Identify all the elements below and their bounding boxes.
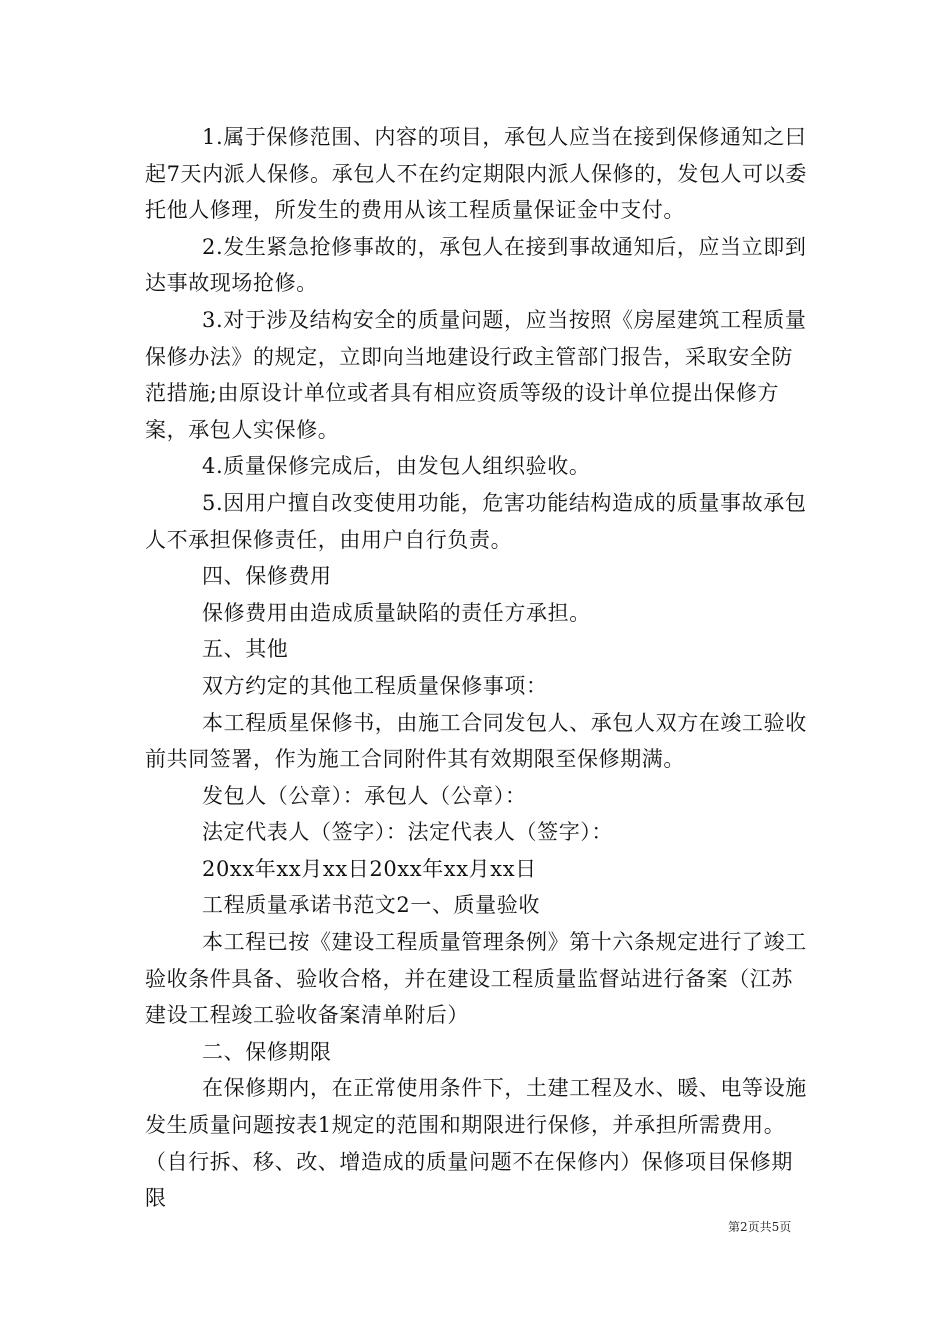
paragraph-item-3: 3.对于涉及结构安全的质量问题，应当按照《房屋建筑工程质量保修办法》的规定，立即向当地建设行政主管部门报告，采取安全防范措施;由原设计单位或者具有相应资质等级的设计单位提出保修方案，承包人实保修。: [145, 307, 807, 442]
paragraph-repair-costs: 保修费用由造成质量缺陷的责任方承担。: [202, 600, 591, 625]
signature-seal-line: 发包人（公章）：承包人（公章）：: [202, 783, 527, 808]
document-body: [145, 119, 810, 1217]
paragraph-warranty-period: 在保修期内，在正常使用条件下，土建工程及水、暖、电等设施发生质量问题按表1规定的范围和期限进行保修，并承担所需费用。（自行拆、移、改、增造成的质量问题不在保修内）保修项目保修期限: [145, 1076, 807, 1211]
page-number: 第2页共5页: [728, 1220, 792, 1234]
sample-two-heading: 工程质量承诺书范文2一、质量验收: [202, 893, 540, 918]
paragraph-item-2: 2.发生紧急抢修事故的，承包人在接到事故通知后，应当立即到达事故现场抢修。: [145, 234, 807, 296]
section-heading-warranty-period: 二、保修期限: [202, 1039, 332, 1064]
paragraph-item-4: 4.质量保修完成后，由发包人组织验收。: [202, 454, 591, 479]
section-heading-other: 五、其他: [202, 637, 289, 662]
section-heading-repair-costs: 四、保修费用: [202, 564, 332, 589]
paragraph-signing: 本工程质星保修书，由施工合同发包人、承包人双方在竣工验收前共同签署，作为施工合同附件其有效期限至保修期满。: [145, 710, 807, 772]
signature-representative-line: 法定代表人（签字）：法定代表人（签字）：: [202, 820, 613, 845]
paragraph-item-5: 5.因用户擅自改变使用功能，危害功能结构造成的质量事故承包人不承担保修责任，由用户自行负责。: [145, 490, 807, 552]
paragraph-acceptance: 本工程已按《建设工程质量管理条例》第十六条规定进行了竣工验收条件具备、验收合格，并在建设工程质量监督站进行备案（江苏建设工程竣工验收备案清单附后）: [145, 930, 807, 1028]
paragraph-item-1: 1.属于保修范围、内容的项目，承包人应当在接到保修通知之曰起7天内派人保修。承包人不在约定期限内派人保修的，发包人可以委托他人修理，所发生的费用从该工程质量保证金中支付。: [145, 125, 807, 223]
signature-date-line: 20xx年xx月xx日20xx年xx月xx日: [202, 856, 537, 881]
paragraph-other-matters: 双方约定的其他工程质量保修事项：: [202, 673, 548, 698]
